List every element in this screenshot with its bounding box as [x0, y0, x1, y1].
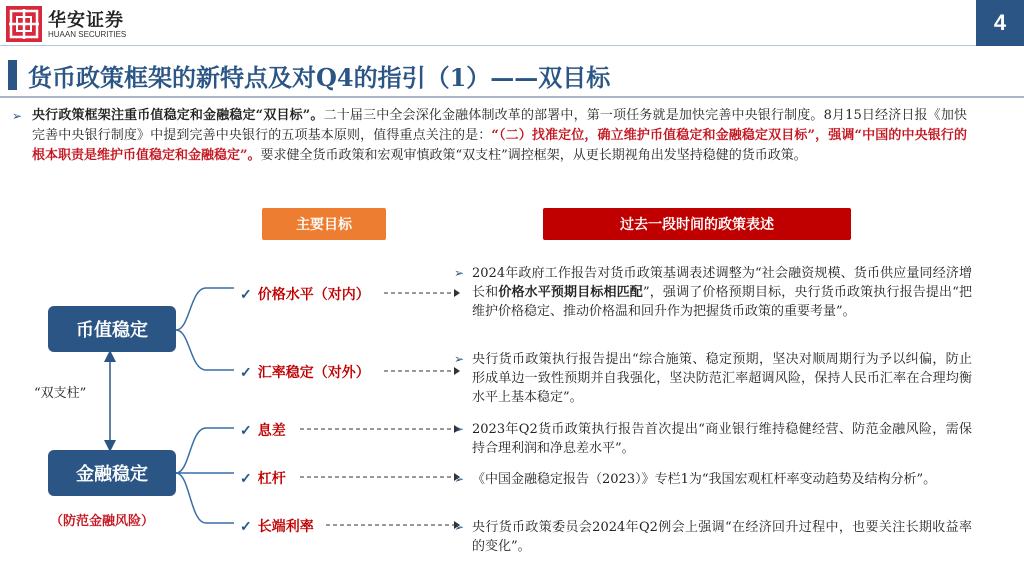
arrow-bullet-icon: ➢	[454, 520, 465, 534]
page-number: 4	[976, 0, 1024, 46]
node-financial-stability: 金融稳定	[48, 450, 176, 496]
arrow-bullet-icon: ➢	[454, 422, 465, 436]
arrow-bullet-icon: ➢	[454, 472, 465, 486]
check-icon: ✓	[240, 423, 252, 439]
bullet-arrow-icon: ➢	[12, 109, 23, 123]
brand-name-en: HUAAN SECURITIES	[48, 30, 127, 39]
main-goals-header: 主要目标	[262, 208, 386, 240]
goal-long-term-rate: ✓ 长端利率	[240, 519, 314, 535]
intro-text-2: 要求健全货币政策和宏观审慎政策“双支柱”调控框架，从更长期视角出发坚持稳健的货币政策。	[260, 148, 807, 163]
statement-exchange-rate: ➢ 央行货币政策执行报告提出“综合施策、稳定预期，坚决对顺周期行为予以纠偏，防止形成单边一致性预期并自我强化，坚决防范汇率超调风险，保持人民币汇率在合理均衡水平上基本稳定”。	[454, 352, 972, 405]
page-title: 货币政策框架的新特点及对Q4的指引（1）——双目标	[28, 63, 611, 92]
node-currency-stability: 币值稳定	[48, 306, 176, 352]
goal-price-level: ✓ 价格水平（对内）	[240, 287, 370, 303]
goal-interest-margin: ✓ 息差	[240, 423, 286, 439]
bracket-currency-bottom	[176, 330, 234, 370]
statement-long-term-rate: ➢ 央行货币政策委员会2024年Q2例会上强调“在经济回升过程中，也要关注长期收益率的变化”。	[454, 520, 972, 554]
statement-interest-margin: ➢ 2023年Q2货币政策执行报告首次提出“商业银行维持稳健经营、防范金融风险，需保持合理利润和净息差水平”。	[454, 422, 972, 456]
bracket-currency-top	[176, 288, 234, 330]
bracket-financial-bottom	[176, 473, 234, 523]
statement-price-level: ➢ 2024年政府工作报告对货币政策基调表述调整为“社会融资规模、货币供应量同经济增长和价格水平预期目标相匹配”，强调了价格预期目标，央行货币政策执行报告提出“把维护价格稳定、推动价格温和回升作为把握货币政策的重要考量”。	[454, 266, 972, 319]
intro-text-1: 二十届三中全会深化金融体制改革的部署中，第一项任务就是加快完善中央银行制度。8月15日经济日报《加快完善中央银行制度》中提到完善中央银行的五项基本原则，值得重点关注的是：	[32, 108, 967, 143]
intro-lead: 央行政策框架注重币值稳定和金融稳定“双目标”。	[32, 108, 324, 123]
check-icon: ✓	[240, 287, 252, 303]
arrow-bullet-icon: ➢	[454, 352, 465, 366]
goal-leverage: ✓ 杠杆	[240, 471, 286, 487]
dual-pillar-label: “双支柱”	[34, 386, 87, 401]
check-icon: ✓	[240, 519, 252, 535]
arrow-bullet-icon: ➢	[454, 266, 465, 280]
risk-prevention-label: （防范金融风险）	[50, 514, 155, 529]
goal-exchange-rate: ✓ 汇率稳定（对外）	[240, 365, 370, 381]
check-icon: ✓	[240, 471, 252, 487]
intro-highlight: “（二）找准定位，确立维护币值稳定和金融稳定双目标”，强调“中国的中央银行的根本职责是维护币值稳定和金融稳定”。	[32, 128, 967, 163]
brand-name: 华安证券	[48, 10, 124, 31]
policy-statements-header: 过去一段时间的政策表述	[543, 208, 851, 240]
check-icon: ✓	[240, 365, 252, 381]
statement-leverage: ➢ 《中国金融稳定报告（2023）》专栏1为“我国宏观杠杆率变动趋势及结构分析”。	[454, 472, 937, 487]
bracket-financial-top	[176, 428, 234, 473]
